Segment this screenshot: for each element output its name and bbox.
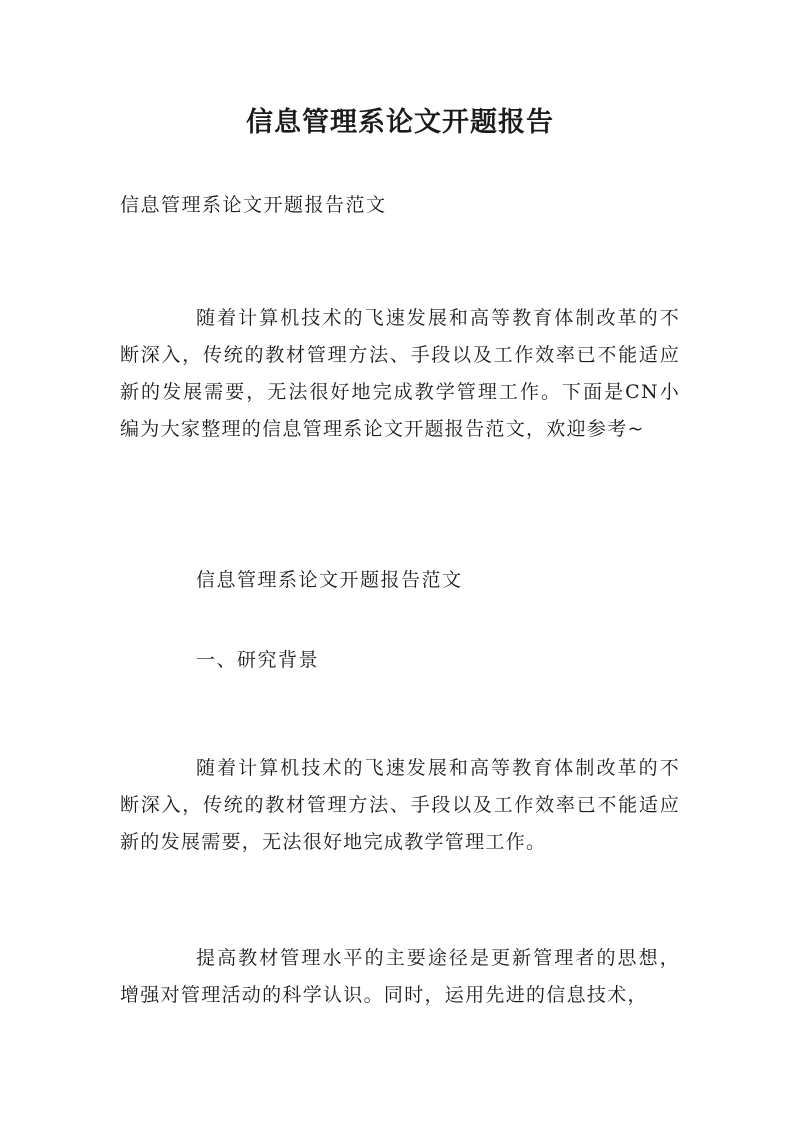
document-title: 信息管理系论文开题报告 — [246, 107, 554, 138]
intro-paragraph: 随着计算机技术的飞速发展和高等教育体制改革的不断深入，传统的教材管理方法、手段以及工作效率已不能适应新的发展需要，无法很好地完成教学管理工作。下面是CN小编为大家整理的信息管理系论文开题报告范文，欢迎参考~ — [120, 307, 680, 440]
section-heading: 信息管理系论文开题报告范文 — [196, 569, 463, 591]
research-background-heading: 一、研究背景 — [196, 649, 320, 671]
body-paragraph: 提高教材管理水平的主要途径是更新管理者的思想，增强对管理活动的科学认识。同时，运用先进的信息技术， — [120, 947, 680, 1006]
body-paragraph: 随着计算机技术的飞速发展和高等教育体制改革的不断深入，传统的教材管理方法、手段以及工作效率已不能适应新的发展需要，无法很好地完成教学管理工作。 — [120, 757, 680, 853]
document-subtitle: 信息管理系论文开题报告范文 — [120, 194, 387, 216]
